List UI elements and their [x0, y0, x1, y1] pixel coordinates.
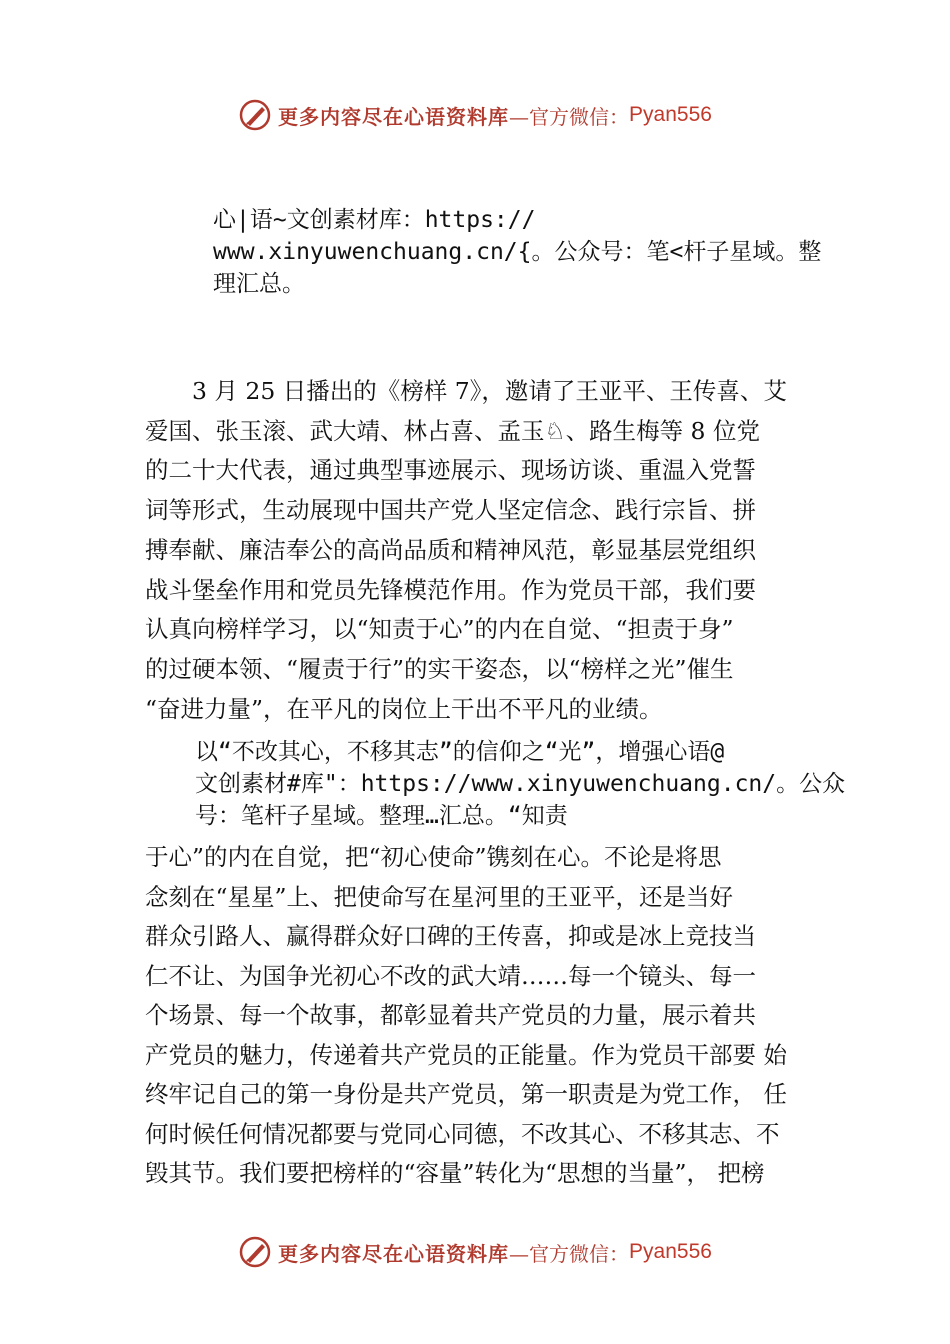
heading-line: 文创素材#库"：https://www.xinyuwenchuang.cn/。公众	[195, 771, 846, 797]
pen-logo-icon	[238, 98, 272, 132]
text-line: 何时候任何情况都要与党同心同德，不改其心、不移其志、不	[145, 1119, 780, 1148]
text-line: 念刻在“星星”上、把使命写在星河里的王亚平，还是当好	[145, 882, 734, 911]
header-wechat-id: Pyan556	[629, 103, 712, 126]
text-line: 词等形式，生动展现中国共产党人坚定信念、践行宗旨、拼	[145, 496, 756, 525]
text-line: 于心”的内在自觉，把“初心使命”镌刻在心。不论是将思	[145, 843, 722, 871]
paragraph-body	[145, 838, 835, 1194]
text-line: 认真向榜样学习，以“知责于心”的内在自觉、“担责于身”	[145, 615, 734, 644]
footer-brand: 更多内容尽在心语资料库	[278, 1241, 510, 1266]
heading-line: 号：笔杆子星域。整理…汇总。“知责	[195, 803, 568, 829]
text-line: 仁不让、为国争光初心不改的武大靖……每一个镜头、每一	[145, 961, 756, 990]
text-line: 战斗堡垒作用和党员先锋模范作用。作为党员干部，我们要	[145, 575, 756, 604]
heading-line: 以“不改其心，不移其志”的信仰之“光”，增强心语@	[195, 739, 725, 765]
header-wechat-label: —官方微信：	[509, 104, 630, 129]
text-line: 爱国、张玉滚、武大靖、林占喜、孟玉♘、路生梅等 8 位党	[145, 416, 760, 445]
footer-wechat-id: Pyan556	[629, 1240, 712, 1263]
text-line: 3 月 25 日播出的《榜样 7》，邀请了王亚平、王传喜、艾	[145, 377, 787, 405]
source-line: www.xinyuwenchuang.cn/{。公众号：笔<杆子星域。整	[213, 239, 822, 265]
footer-banner	[0, 1232, 950, 1272]
text-line: 毁其节。我们要把榜样的“容量”转化为“思想的当量”， 把榜	[145, 1159, 765, 1187]
source-line: 心|语~文创素材库：https://	[213, 207, 536, 233]
text-line: “奋进力量”，在平凡的岗位上干出不平凡的业绩。	[145, 694, 663, 723]
text-line: 的二十大代表，通过典型事迹展示、现场访谈、重温入党誓	[145, 456, 756, 485]
text-line: 个场景、每一个故事，都彰显着共产党员的力量，展示着共	[145, 1001, 756, 1029]
text-line: 群众引路人、赢得群众好口碑的王传喜，抑或是冰上竞技当	[145, 922, 756, 950]
header-brand: 更多内容尽在心语资料库	[278, 104, 510, 129]
text-line: 的过硬本领、“履责于行”的实干姿态，以“榜样之光”催生	[145, 654, 734, 683]
text-line: 终牢记自己的第一身份是共产党员，第一职责是为党工作， 任	[145, 1080, 787, 1108]
heading-note	[195, 736, 845, 832]
paragraph-intro	[145, 372, 825, 729]
header-banner	[0, 95, 950, 135]
footer-wechat-label: —官方微信：	[509, 1241, 630, 1266]
text-line: 产党员的魅力，传递着共产党员的正能量。作为党员干部要 始	[145, 1040, 787, 1069]
source-note	[213, 204, 833, 300]
source-line: 理汇总。	[213, 271, 305, 297]
pen-logo-icon	[238, 1235, 272, 1269]
text-line: 搏奉献、廉洁奉公的高尚品质和精神风范，彰显基层党组织	[145, 535, 756, 564]
